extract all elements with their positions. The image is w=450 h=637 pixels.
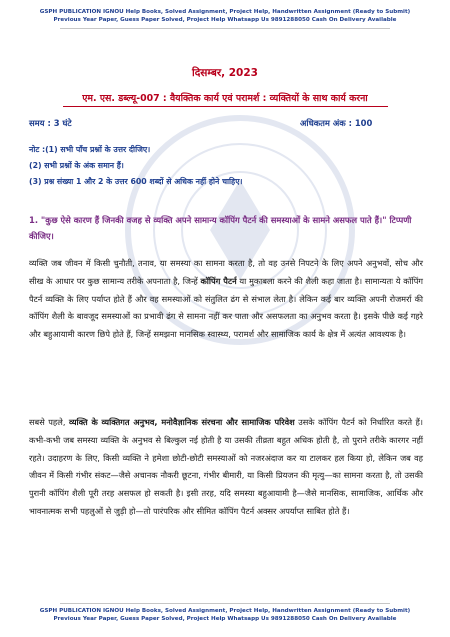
answer-p1-text-a: व्यक्ति जब जीवन में किसी चुनौती, तनाव, या समस्या का सामना करता है, तो वह उनसे निपटने के लिए अपने अनुभवों, सोच और सीख के आधार पर कुछ सामान्य तरीके अपनाता है, जिन्हें: [29, 258, 423, 286]
note-2: (2) सभी प्रश्नों के अंक समान हैं।: [29, 161, 124, 170]
exam-time: समय : 3 घंटे: [29, 118, 72, 128]
answer-paragraph-1: [29, 255, 423, 344]
header-line-1: GSPH PUBLICATION IGNOU Help Books, Solved Assignment, Project Help, Handwritten Assignment (Ready to Submit): [39, 9, 411, 15]
exam-notes: [29, 142, 421, 190]
header-rule: [60, 28, 390, 29]
answer-p2-text-a: सबसे पहले,: [29, 417, 69, 427]
answer-p2-emphasis: व्यक्ति के व्यक्तिगत अनुभव, मनोवैज्ञानिक संरचना और सामाजिक परिवेश: [68, 417, 295, 427]
course-title-underline: [63, 106, 388, 107]
course-title: एम. एस. डब्ल्यू-007 : वैयक्तिक कार्य एवं परामर्श : व्यक्तियों के साथ कार्य करना: [82, 93, 368, 104]
answer-p1-text-b: या मुकाबला करने की शैली कहा जाता है। सामान्यतः ये कॉपिंग पैटर्न व्यक्ति के लिए पर्याप्त होते हैं और वह समस्याओं को संतुलित ढंग से संभाल लेता है। लेकिन कई बार व्यक्ति अपनी रोजमर्रा की कॉपिंग शैली के बावजूद समस्याओं का प्रभावी ढंग से सामना नहीं कर पाता और असफलता का अनुभव करता है। इसके पीछे कई गहरे और बहुआयामी कारण छिपे होते हैं, जिन्हें समझना मानसिक स्वास्थ्य, परामर्श और सामाजिक कार्य के क्षेत्र में अत्यंत आवश्यक है।: [29, 275, 424, 340]
page-header: [0, 8, 450, 24]
question-1: 1. "कुछ ऐसे कारण हैं जिनकी वजह से व्यक्ति अपने सामान्य कॉपिंग पैटर्न की समस्याओं के सामने असफल पाते हैं।" टिप्पणी कीजिए।: [29, 215, 412, 241]
footer-line-1: GSPH PUBLICATION IGNOU Help Books, Solved Assignment, Project Help, Handwritten Assignment (Ready to Submit): [39, 608, 411, 614]
footer-line-2: Previous Year Paper, Guess Paper Solved, Project Help Whatsapp Us 9891288050 Cash On Delivery Available: [53, 616, 397, 622]
page-footer: [0, 607, 450, 623]
exam-max-marks: अधिकतम अंक : 100: [300, 118, 373, 128]
footer-rule: [60, 603, 390, 604]
note-3: (3) प्रश्न संख्या 1 और 2 के उत्तर 600 शब्दों से अधिक नहीं होने चाहिए।: [29, 177, 243, 186]
header-line-2: Previous Year Paper, Guess Paper Solved, Project Help Whatsapp Us 9891288050 Cash On Delivery Available: [53, 17, 397, 23]
answer-p1-emphasis: कॉपिंग पैटर्न: [200, 275, 237, 286]
answer-p2-text-b: उसके कॉपिंग पैटर्न को निर्धारित करते हैं। कभी-कभी जब समस्या व्यक्ति के अनुभव से बिल्कुल नई होती है या उसकी तीव्रता बहुत अधिक होती है, तो पुराने तरीके कारगर नहीं रहते। उदाहरण के लिए, किसी व्यक्ति ने हमेशा छोटी-छोटी समस्याओं को नजरअंदाज कर या टालकर हल किया हो, लेकिन जब वह जीवन में किसी गंभीर संकट—जैसे अचानक नौकरी छूटना, गंभीर बीमारी, या किसी प्रियजन की मृत्यु—का सामना करता है, तो उसकी पुरानी कॉपिंग शैली पूरी तरह असफल हो सकती है। इसी तरह, यदि समस्या बहुआयामी है—जैसे मानसिक, सामाजिक, आर्थिक और भावनात्मक सभी पहलुओं से जुड़ी हो—तो पारंपरिक और सीमित कॉपिंग पैटर्न अक्सर अपर्याप्त साबित होते हैं।: [29, 417, 423, 516]
exam-date: दिसम्बर, 2023: [192, 67, 258, 79]
answer-paragraph-2: [29, 414, 423, 521]
note-1: नोट :(1) सभी पाँच प्रश्नों के उत्तर दीजिए।: [29, 145, 151, 154]
